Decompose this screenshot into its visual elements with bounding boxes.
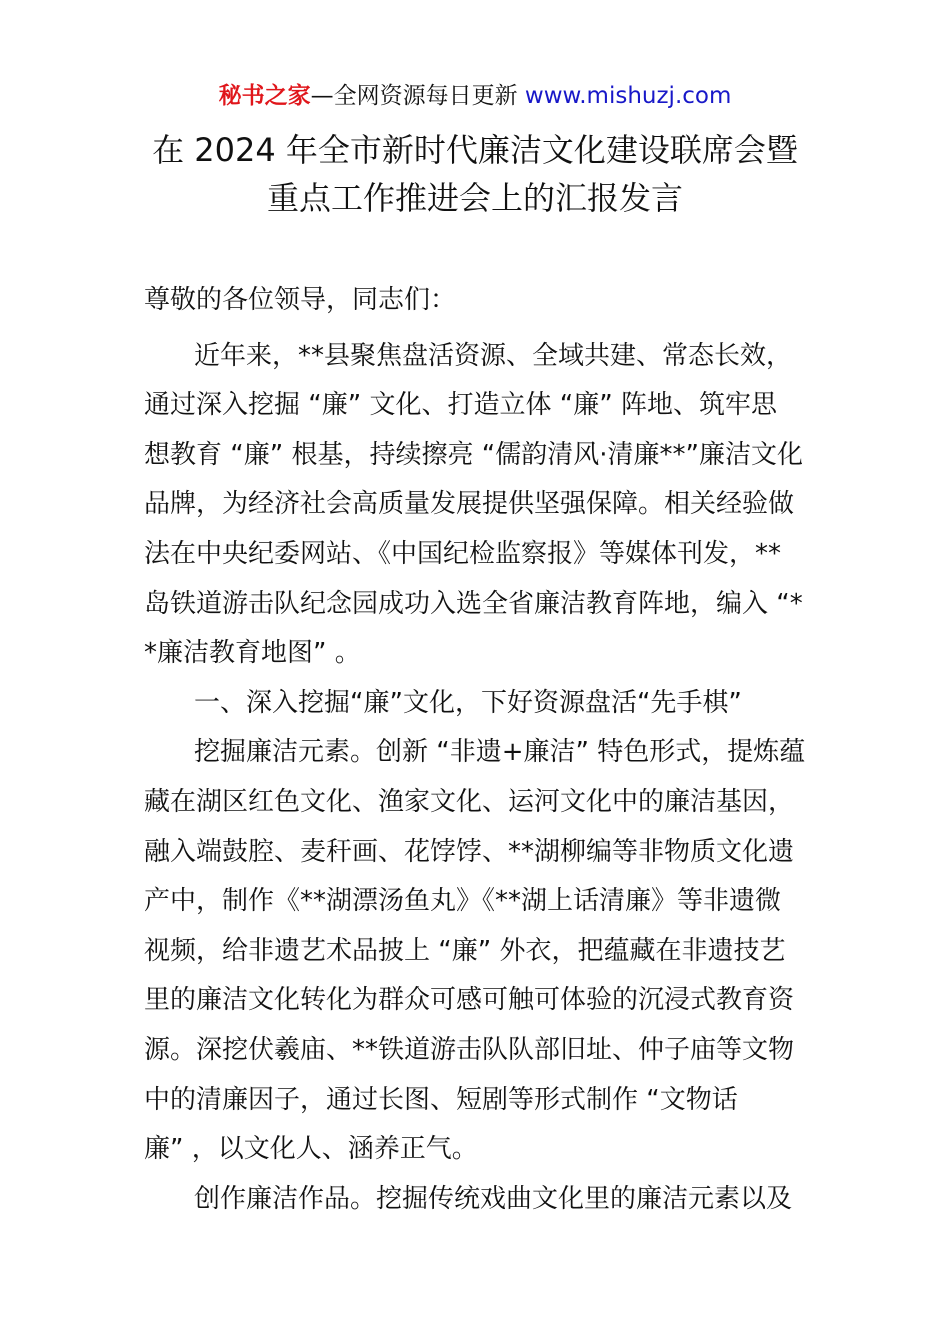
- title-line-1: 在 2024 年全市新时代廉洁文化建设联席会暨: [152, 131, 798, 169]
- section-1-paragraph-1-line: 藏在湖区红色文化、渔家文化、运河文化中的廉洁基因，: [144, 786, 795, 817]
- title-line-2: 重点工作推进会上的汇报发言: [266, 179, 683, 217]
- document-body: [144, 276, 808, 1224]
- section-1-paragraph-1-line: 融入端鼓腔、麦秆画、花饽饽、**湖柳编等非物质文化遗: [144, 836, 795, 867]
- section-1-paragraph-1-line: 源。深挖伏羲庙、**铁道游击队队部旧址、仲子庙等文物: [144, 1034, 795, 1065]
- section-1-paragraph-1-line: 里的廉洁文化转化为群众可感可触可体验的沉浸式教育资: [144, 985, 795, 1016]
- section-1-paragraph-1-line: 视频，给非遗艺术品披上 “廉” 外衣，把蕴藏在非遗技艺: [144, 935, 786, 966]
- intro-line: 品牌，为经济社会高质量发展提供坚强保障。相关经验做: [144, 489, 795, 520]
- greeting: 尊敬的各位领导，同志们：: [144, 285, 457, 315]
- section-1-heading: 一、深入挖掘“廉”文化，下好资源盘活“先手棋”: [194, 687, 742, 718]
- site-brand: 秘书之家: [218, 83, 311, 109]
- document-title: [0, 126, 950, 222]
- intro-line: *廉洁教育地图” 。: [144, 638, 361, 669]
- section-1-paragraph-2-line: 创作廉洁作品。挖掘传统戏曲文化里的廉洁元素以及: [194, 1183, 793, 1214]
- intro-line: 岛铁道游击队纪念园成功入选全省廉洁教育阵地，编入 “*: [144, 588, 803, 619]
- intro-line: 近年来，**县聚焦盘活资源、全域共建、常态长效，: [194, 340, 793, 371]
- intro-line: 通过深入挖掘 “廉” 文化、打造立体 “廉” 阵地、筑牢思: [144, 390, 777, 421]
- section-1-paragraph-1-line: 廉” ，以文化人、涵养正气。: [144, 1134, 478, 1165]
- site-url-link[interactable]: www.mishuzj.com: [524, 83, 732, 109]
- section-1-paragraph-1-line: 挖掘廉洁元素。创新 “非遗+廉洁” 特色形式，提炼蕴: [194, 737, 806, 768]
- intro-line: 法在中央纪委网站、《中国纪检监察报》等媒体刊发，**: [144, 538, 782, 569]
- section-1-paragraph-1-line: 产中，制作《**湖漂汤鱼丸》《**湖上话清廉》等非遗微: [144, 886, 782, 917]
- site-header: [0, 78, 950, 114]
- intro-line: 想教育 “廉” 根基，持续擦亮 “儒韵清风·清廉**”廉洁文化: [144, 439, 803, 470]
- site-tagline: —全网资源每日更新: [310, 83, 525, 109]
- section-1-paragraph-1-line: 中的清廉因子，通过长图、短剧等形式制作 “文物话: [144, 1084, 738, 1115]
